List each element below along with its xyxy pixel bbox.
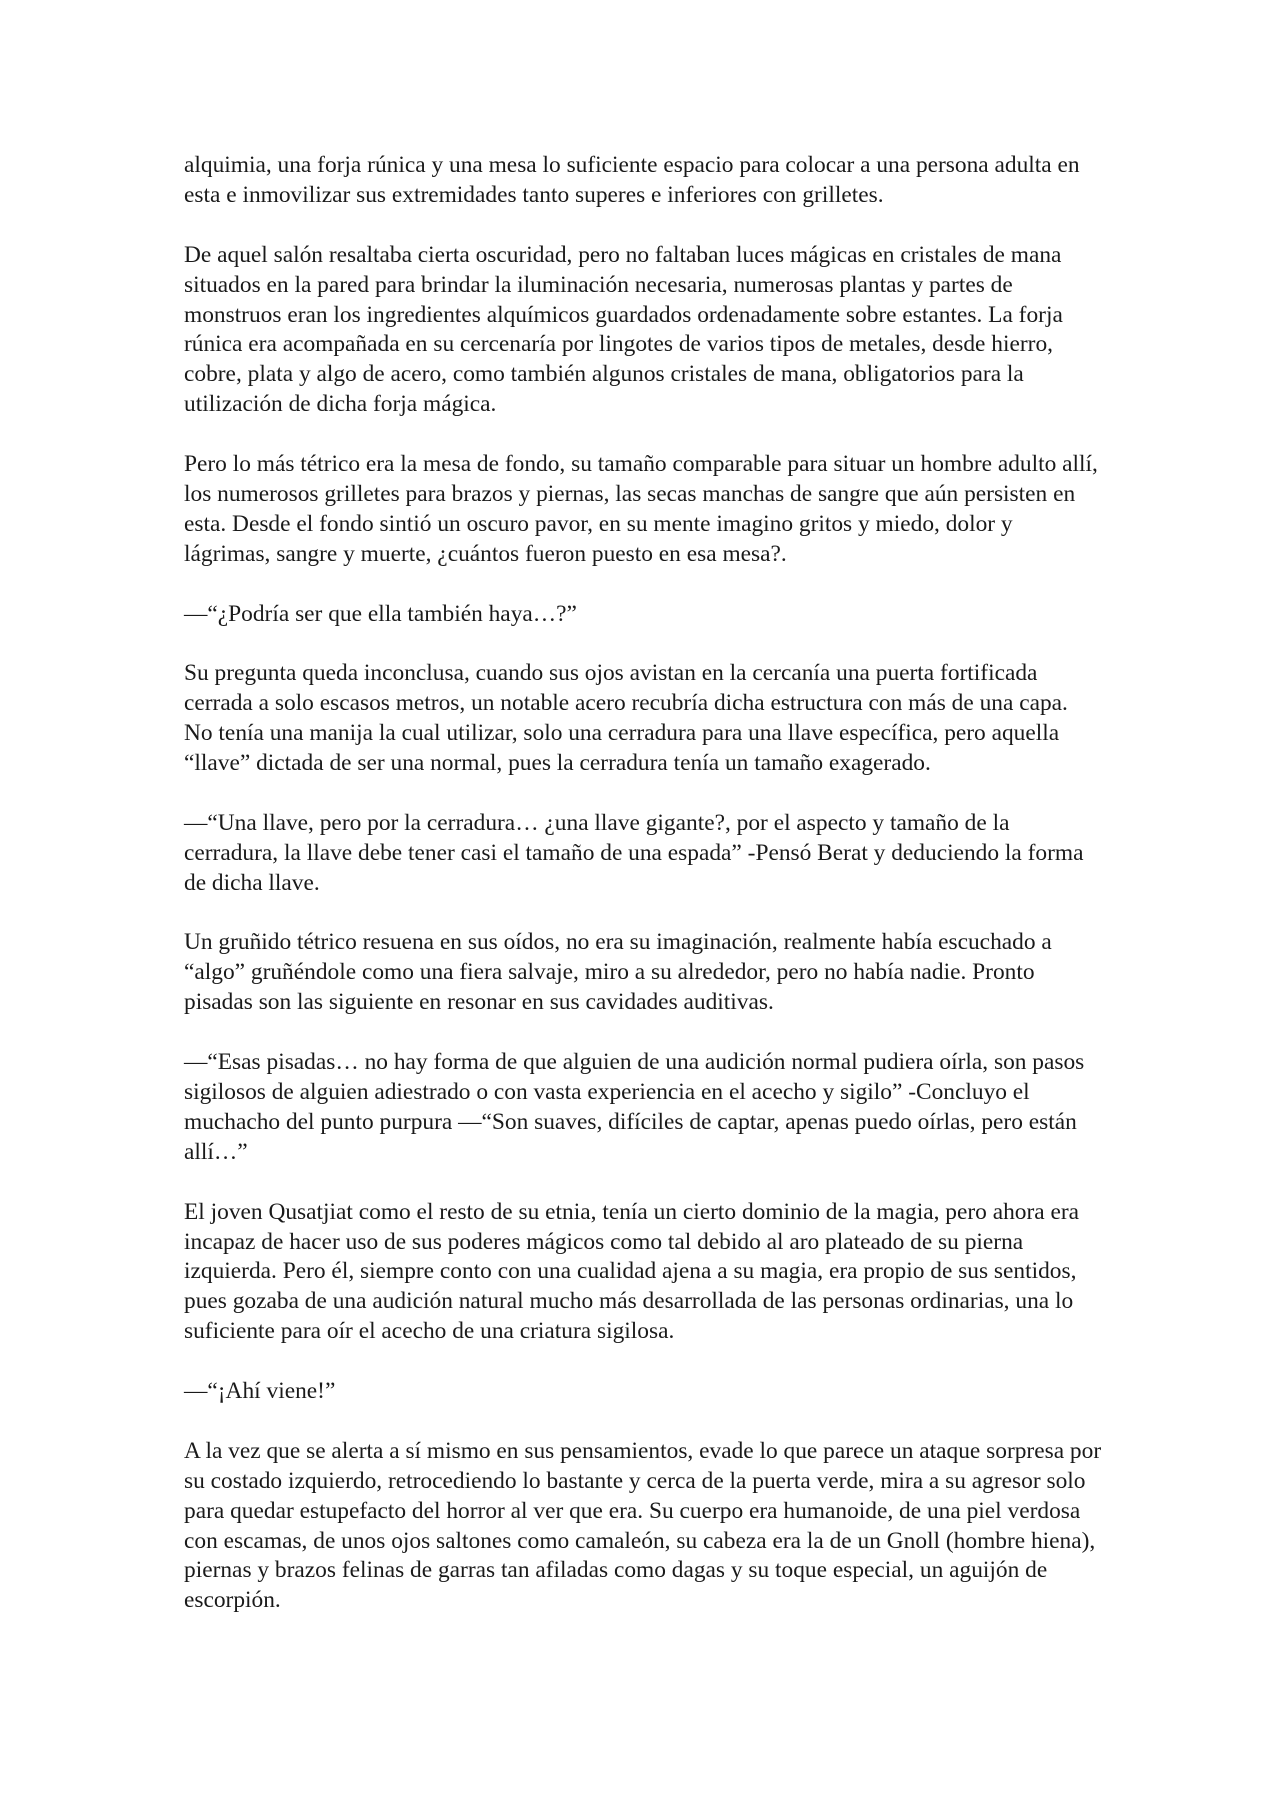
paragraph-2: De aquel salón resaltaba cierta oscuridad, pero no faltaban luces mágicas en cristales de mana situados en la pared para brindar la iluminación necesaria, numerosas plantas y partes de monstruos eran los ingredientes alquímicos guardados ordenadamente sobre estantes. La forja rúnica era acompañada en su cercenaría por lingotes de varios tipos de metales, desde hierro, cobre, plata y algo de acero, como también algunos cristales de mana, obligatorios para la utilización de dicha forja mágica. [184, 241, 1063, 418]
paragraph-8: —“Esas pisadas… no hay forma de que alguien de una audición normal pudiera oírla, son pasos sigilosos de alguien adiestrado o con vasta experiencia en el acecho y sigilo” -Concluyo el muchacho del punto purpura —“Son suaves, difíciles de captar, apenas puedo oírlas, pero están allí…” [184, 1049, 1085, 1165]
paragraph-6: —“Una llave, pero por la cerradura… ¿una llave gigante?, por el aspecto y tamaño de la cerradura, la llave debe tener casi el tamaño de una espada” -Pensó Berat y deduciendo la forma de dicha llave. [184, 809, 1084, 896]
paragraph-3: Pero lo más tétrico era la mesa de fondo, su tamaño comparable para situar un hombre adulto allí, los numerosos grilletes para brazos y piernas, las secas manchas de sangre que aún persisten en esta. Desde el fondo sintió un oscuro pavor, en su mente imagino gritos y miedo, dolor y lágrimas, sangre y muerte, ¿cuántos fueron puesto en esa mesa?. [184, 451, 1098, 567]
paragraph-11: A la vez que se alerta a sí mismo en sus pensamientos, evade lo que parece un ataque sorpresa por su costado izquierdo, retrocediendo lo bastante y cerca de la puerta verde, mira a su agresor solo para quedar estupefacto del horror al ver que era. Su cuerpo era humanoide, de una piel verdosa con escamas, de unos ojos saltones como camaleón, su cabeza era la de un Gnoll (hombre hiena), piernas y brazos felinas de garras tan afiladas como dagas y su toque especial, un aguijón de escorpión. [184, 1437, 1102, 1614]
paragraph-1: alquimia, una forja rúnica y una mesa lo suficiente espacio para colocar a una persona adulta en esta e inmovilizar sus extremidades tanto superes e inferiores con grilletes. [184, 152, 1080, 208]
paragraph-7: Un gruñido tétrico resuena en sus oídos, no era su imaginación, realmente había escuchado a “algo” gruñéndole como una fiera salvaje, miro a su alrededor, pero no había nadie. Pronto pisadas son las siguiente en resonar en sus cavidades auditivas. [184, 929, 1052, 1016]
paragraph-9: El joven Qusatjiat como el resto de su etnia, tenía un cierto dominio de la magia, pero ahora era incapaz de hacer uso de sus poderes mágicos como tal debido al aro plateado de su pierna izquierda. Pero él, siempre conto con una cualidad ajena a su magia, era propio de sus sentidos, pues gozaba de una audición natural mucho más desarrollada de las personas ordinarias, una lo suficiente para oír el acecho de una criatura sigilosa. [184, 1198, 1080, 1345]
paragraph-10: —“¡Ahí viene!” [184, 1378, 336, 1405]
paragraph-5: Su pregunta queda inconclusa, cuando sus ojos avistan en la cercanía una puerta fortificada cerrada a solo escasos metros, un notable acero recubría dicha estructura con más de una capa. No tenía una manija la cual utilizar, solo una cerradura para una llave específica, pero aquella “llave” dictada de ser una normal, pues la cerradura tenía un tamaño exagerado. [184, 660, 1068, 777]
paragraph-4: —“¿Podría ser que ella también haya…?” [184, 600, 577, 627]
body-text [184, 151, 1102, 1616]
